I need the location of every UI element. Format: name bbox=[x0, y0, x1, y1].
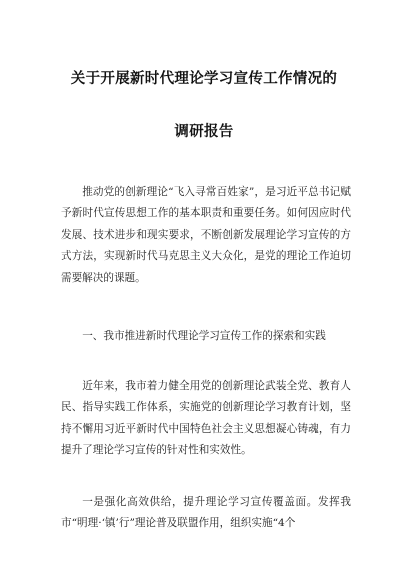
body-paragraph: 近年来，我市着力健全用党的创新理论武装全党、教育人民、指导实践工作体系，实施党的创新理论学习教育计划，坚持不懈用习近平新时代中国特色社会主义思想凝心铸魂，有力提升了理论学习宣传的针对性和实效性。 bbox=[61, 380, 351, 457]
document-title-line-1: 关于开展新时代理论学习宣传工作情况的 bbox=[70, 71, 338, 87]
document-title-line-2: 调研报告 bbox=[174, 124, 234, 140]
body-paragraph: 一是强化高效供给，提升理论学习宣传覆盖面。发挥我市“明理·‘镇’行”理论普及联盟作用，组织实施“4个 bbox=[61, 496, 351, 530]
section-heading: 一、我市推进新时代理论学习宣传工作的探索和实践 bbox=[82, 330, 326, 342]
intro-paragraph: 推动党的创新理论“飞入寻常百姓家”，是习近平总书记赋予新时代宣传思想工作的基本职责和重要任务。如何因应时代发展、技术进步和现实要求，不断创新发展理论学习宣传的方式方法，实现新时代马克思主义大众化，是党的理论工作迫切需要解决的课题。 bbox=[61, 186, 351, 284]
